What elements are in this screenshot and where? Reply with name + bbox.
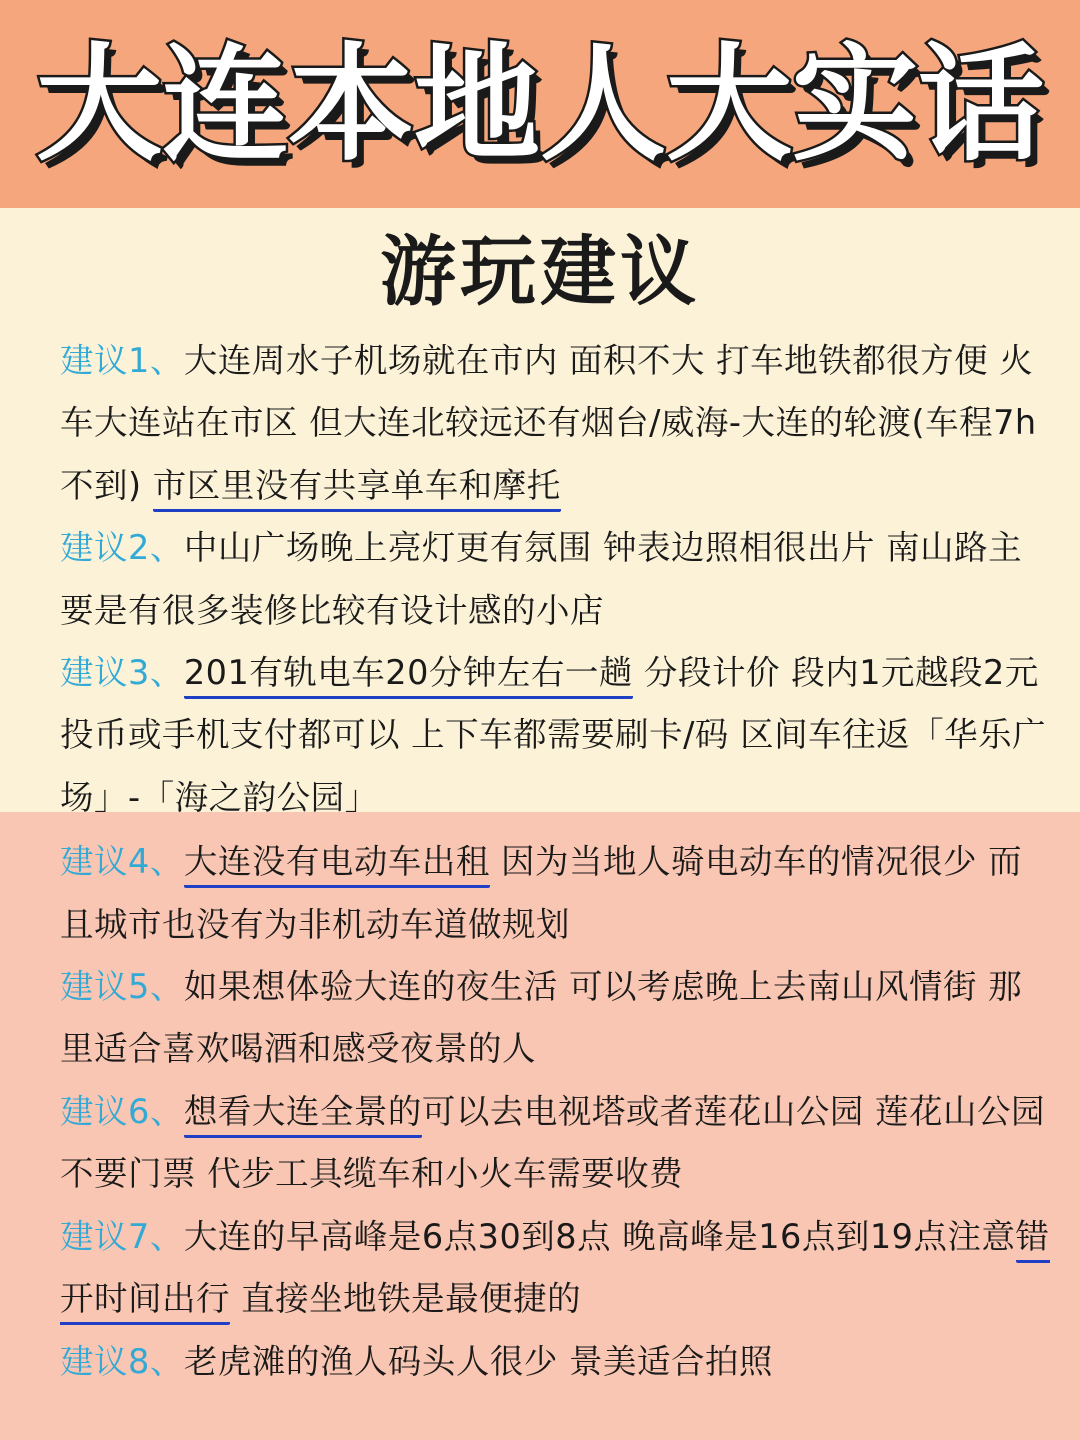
tip-item (60, 1081, 1050, 1206)
page-title: 大连本地人大实话 (36, 31, 1044, 178)
title-banner (0, 0, 1080, 208)
tip-text-after: 可以去电视塔或者莲花山公园 莲花山公园不要门票 代步工具缆车和小火车需要收费 (60, 1091, 1045, 1194)
tip-label: 建议4、 (60, 842, 184, 882)
tip-text-after: 直接坐地铁是最便捷的 (230, 1279, 582, 1319)
tip-label: 建议1、 (60, 341, 184, 380)
tips-list (60, 330, 1050, 1393)
tip-text-after: 因为当地人骑电动车的情况很少 而且城市也没有为非机动车道做规划 (60, 842, 1023, 944)
tip-label: 建议5、 (60, 967, 184, 1007)
tip-item (60, 831, 1050, 956)
tip-item (60, 330, 1050, 517)
tip-item (60, 642, 1050, 829)
tip-item (60, 1206, 1050, 1331)
tip-highlight: 想看大连全景的 (184, 1092, 422, 1138)
tip-label: 建议8、 (60, 1341, 184, 1381)
tip-text: 大连周水子机场就在市内 面积不大 打车地铁都很方便 火车大连站在市区 但大连北较远还有烟台/威海-大连的轮渡(车程7h不到) (60, 341, 1037, 505)
section-subtitle: 游玩建议 (380, 227, 700, 316)
tip-item (60, 517, 1050, 642)
tip-text: 中山广场晚上亮灯更有氛围 钟表边照相很出片 南山路主要是有很多装修比较有设计感的小店 (60, 528, 1023, 630)
tip-highlight: 201有轨电车20分钟左右一趟 (184, 653, 633, 699)
tip-label: 建议7、 (60, 1216, 184, 1256)
tip-label: 建议6、 (60, 1091, 184, 1131)
tip-text: 大连的早高峰是6点30到8点 晚高峰是16点到19点注意 (183, 1216, 1016, 1256)
tip-item (60, 956, 1050, 1081)
tip-item (60, 1331, 1050, 1393)
tip-highlight: 大连没有电动车出租 (184, 842, 490, 888)
tip-highlight: 市区里没有共享单车和摩托 (153, 466, 561, 512)
tip-label: 建议2、 (60, 528, 184, 568)
tip-highlight: 错开时间出行 (60, 1217, 1050, 1325)
tip-text-after: 分段计价 段内1元越段2元 投币或手机支付都可以 上下车都需要刷卡/码 区间车往返「华乐广场」-「海之韵公园」 (60, 653, 1047, 817)
tip-text: 老虎滩的渔人码头人很少 景美适合拍照 (183, 1341, 773, 1381)
tip-label: 建议3、 (60, 653, 184, 693)
tip-text: 如果想体验大连的夜生活 可以考虑晚上去南山风情街 那里适合喜欢喝酒和感受夜景的人 (60, 967, 1023, 1069)
